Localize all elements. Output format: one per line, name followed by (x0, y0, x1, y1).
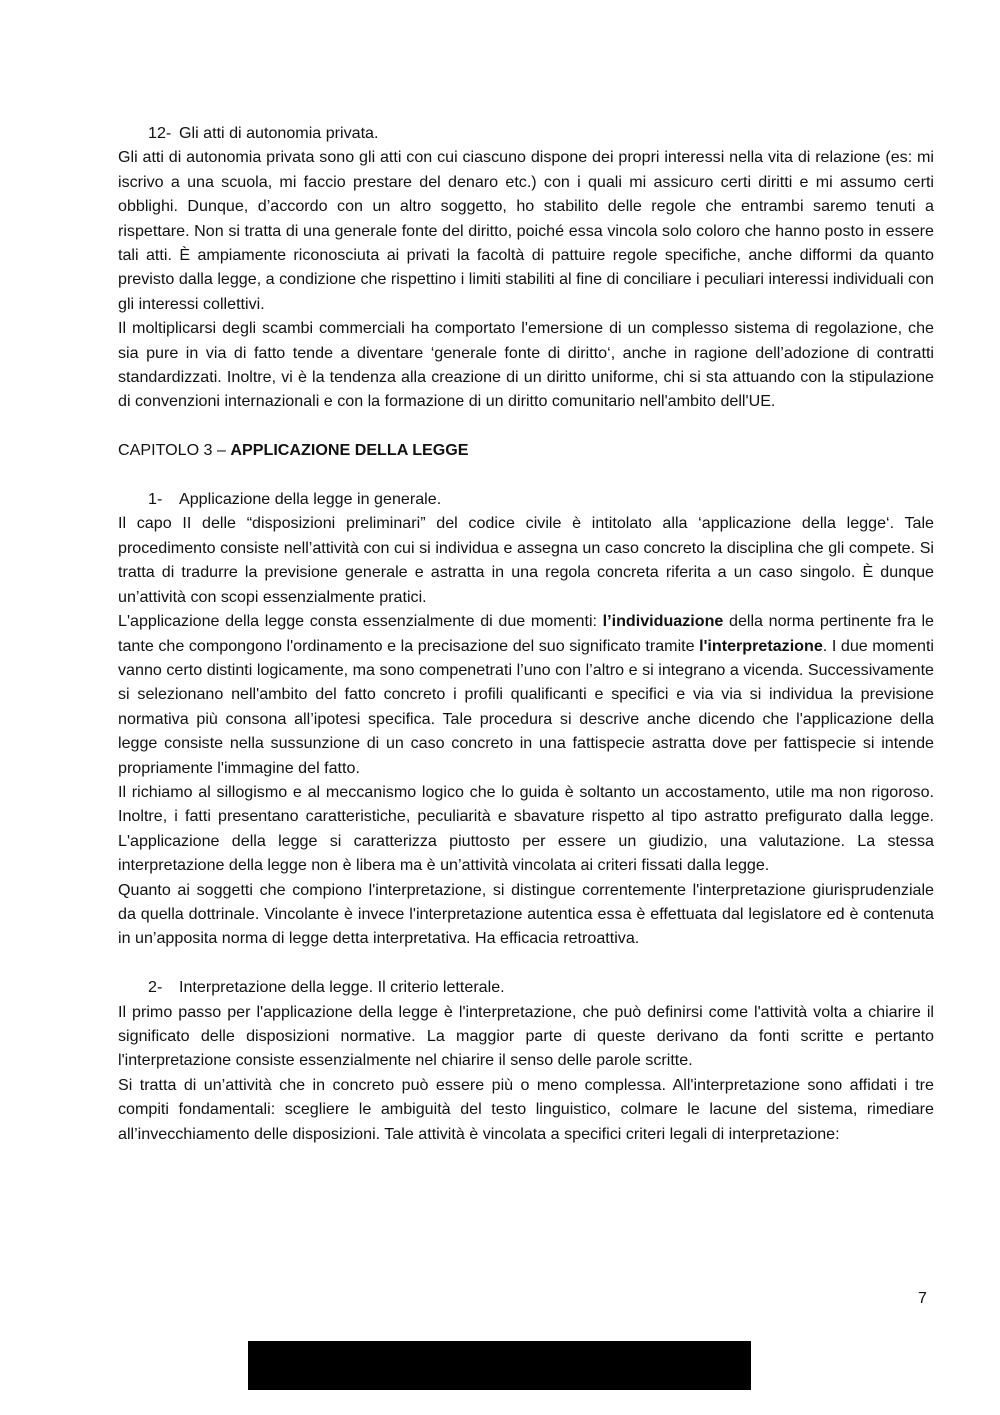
section-heading-12 (118, 121, 934, 145)
redaction-bar (248, 1341, 751, 1390)
chapter-title: APPLICAZIONE DELLA LEGGE (230, 441, 469, 460)
page-number: 7 (918, 1290, 927, 1307)
paragraph: Il capo II delle “disposizioni preliminari” del codice civile è intitolato alla ‘applicazione della legge‘. Tale procedimento consiste nell’attività con cui si individua e assegna un caso concreto la disciplina che gli compete. Si tratta di tradurre la previsione generale e astratta in una regola concreta riferita a un caso singolo. È dunque un’attività con scopi essenzialmente pratici. (118, 514, 934, 606)
text-run: della norma pertinente fra le tante che compongono l'ordinamento e la precisazione del suo significato tramite (118, 612, 934, 655)
section-heading-2 (118, 975, 934, 999)
section-title: Gli atti di autonomia privata. (179, 124, 379, 142)
paragraph: Il primo passo per l'applicazione della legge è l'interpretazione, che può definirsi come l'attività volta a chiarire il significato delle disposizioni normative. La maggior parte di queste derivano da fonti scritte e pertanto l'interpretazione consiste essenzialmente nel chiarire il senso delle parole scritte. (118, 1002, 934, 1070)
chapter-heading (118, 438, 934, 462)
section-title: Interpretazione della legge. Il criterio letterale. (179, 978, 505, 997)
section-number: 2- (148, 978, 163, 997)
paragraph (118, 609, 934, 780)
bold-term: l’individuazione (602, 612, 724, 631)
paragraph: Si tratta di un’attività che in concreto può essere più o meno complessa. All'interpretazione sono affidati i tre compiti fondamentali: scegliere le ambiguità del testo linguistico, colmare le lacune del sistema, rimediare all’invecchiamento delle disposizioni. Tale attività è vincolata a specifici criteri legali di interpretazione: (118, 1075, 934, 1143)
section-title: Applicazione della legge in generale. (179, 490, 442, 509)
paragraph: Quanto ai soggetti che compiono l'interpretazione, si distingue correntemente l'interpretazione giurisprudenziale da quella dottrinale. Vincolante è invece l'interpretazione autentica essa è effettuata dal legislatore ed è contenuta in un’apposita norma di legge detta interpretativa. Ha efficacia retroattiva. (118, 880, 934, 948)
bold-term: l'interpretazione (699, 636, 823, 655)
section-heading-1 (118, 487, 934, 511)
chapter-prefix: CAPITOLO 3 – (118, 441, 231, 460)
spacer (118, 951, 934, 975)
text-run: . I due momenti vanno certo distinti logicamente, ma sono compenetrati l’uno con l’altro e si integrano a vicenda. Successivamente si selezionano nell'ambito del fatto concreto i profili qualificanti e specifici e via via si individua la previsione normativa più consona all’ipotesi specifica. Tale procedura si descrive anche dicendo che l'applicazione della legge consiste nella sussunzione di un caso concreto in una fattispecie astratta dove per fattispecie si intende propriamente l'immagine del fatto. (118, 636, 934, 777)
text-run: L'applicazione della legge consta essenzialmente di due momenti: (118, 612, 603, 631)
section-number: 12- (148, 124, 172, 142)
spacer (118, 463, 934, 487)
paragraph: Il richiamo al sillogismo e al meccanismo logico che lo guida è soltanto un accostamento, utile ma non rigoroso. Inoltre, i fatti presentano caratteristiche, peculiarità e sbavature rispetto al tipo astratto prefigurato dalla legge. L'applicazione della legge si caratterizza piuttosto per essere un giudizio, una valutazione. La stessa interpretazione della legge non è libera ma è un’attività vincolata ai criteri fissati dalla legge. (118, 782, 934, 875)
paragraph: Il moltiplicarsi degli scambi commerciali ha comportato l'emersione di un complesso sistema di regolazione, che sia pure in via di fatto tende a diventare ‘generale fonte di diritto‘, anche in ragione dell’adozione di contratti standardizzati. Inoltre, vi è la tendenza alla creazione di un diritto uniforme, chi si sta attuando con la stipulazione di convenzioni internazionali e con la formazione di un diritto comunitario nell'ambito dell'UE. (118, 319, 934, 411)
document-body (118, 121, 934, 1146)
paragraph: Gli atti di autonomia privata sono gli atti con cui ciascuno dispone dei propri interessi nella vita di relazione (es: mi iscrivo a una scuola, mi faccio prestare del denaro etc.) con i quali mi assicuro certi diritti e mi assumo certi obblighi. Dunque, d’accordo con un altro soggetto, ho stabilito delle regole che entrambi saremo tenuti a rispettare. Non si tratta di una generale fonte del diritto, poiché essa vincola solo coloro che hanno posto in essere tali atti. È ampiamente riconosciuta ai privati la facoltà di pattuire regole specifiche, anche difformi da quanto previsto dalla legge, a condizione che rispettino i limiti stabiliti al fine di conciliare i peculiari interessi individuali con gli interessi collettivi. (118, 148, 934, 313)
spacer (118, 414, 934, 438)
section-number: 1- (148, 490, 163, 509)
